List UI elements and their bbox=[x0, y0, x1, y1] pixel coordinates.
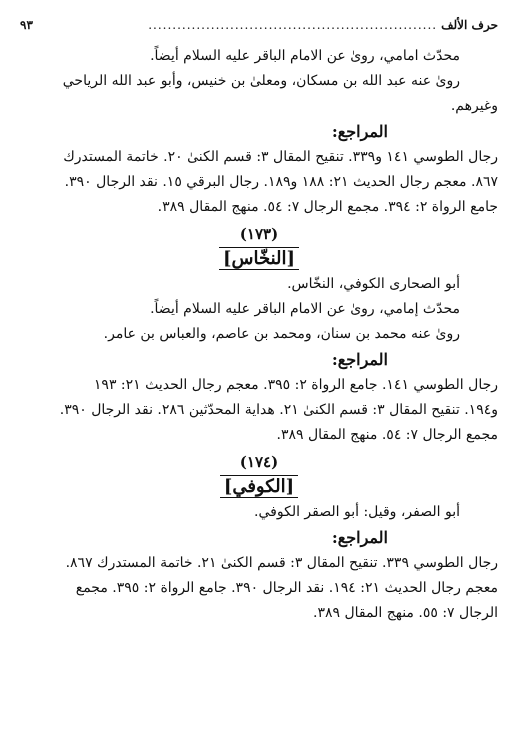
text-line: معجم رجال الحديث ٢١: ١٩٤. نقد الرجال ٣٩٠. جامع الرواة ٢: ٣٩٥. مجمع bbox=[75, 580, 498, 596]
text-line: الرجال ٧: ٥٥. منهج المقال ٣٨٩. bbox=[313, 605, 498, 621]
references-heading: المراجع: bbox=[331, 528, 388, 547]
text-line: رجال الطوسي ٣٣٩. تنقيح المقال ٣: قسم الكنىٰ ٢١. خاتمة المستدرك ٨٦٧. bbox=[65, 555, 498, 571]
chapter-title: حرف الألف bbox=[441, 18, 498, 32]
text-line: جامع الرواة ٢: ٣٩٤. مجمع الرجال ٧: ٥٤. منهج المقال ٣٨٩. bbox=[157, 199, 498, 215]
text-line: رجال الطوسي ١٤١ و٣٣٩. تنقيح المقال ٣: قسم الكنىٰ ٢٠. خاتمة المستدرك bbox=[63, 149, 498, 165]
text-line: رویٰ عنه عبد الله بن مسكان، ومعلىٰ بن خنيس، وأبو عبد الله الرياحي bbox=[62, 73, 460, 89]
running-header bbox=[20, 18, 498, 38]
text-line: أبو الصفر، وقيل: أبو الصقر الكوفي. bbox=[254, 504, 460, 520]
entry-title bbox=[20, 246, 498, 272]
text-line: محدّث امامي، رویٰ عن الامام الباقر عليه السلام أيضاً. bbox=[150, 48, 460, 64]
text-line: ٨٦٧. معجم رجال الحديث ٢١: ١٨٨ و١٨٩. رجال البرقي ١٥. نقد الرجال ٣٩٠. bbox=[64, 174, 498, 190]
text-line: رجال الطوسي ١٤١. جامع الرواة ٢: ٣٩٥. معجم رجال الحديث ٢١: ١٩٣ bbox=[93, 377, 498, 393]
entry-title bbox=[20, 474, 498, 500]
entry-title-text: [النخّاس] bbox=[219, 247, 299, 270]
text-line: محدّث إمامي، رویٰ عن الامام الباقر عليه السلام أيضاً. bbox=[150, 301, 460, 317]
references-heading: المراجع: bbox=[331, 122, 388, 141]
entry-number: (١٧٣) bbox=[239, 225, 279, 243]
references-heading: المراجع: bbox=[331, 350, 388, 369]
text-line: و١٩٤. تنقيح المقال ٣: قسم الكنىٰ ٢١. هداية المحدّثين ٢٨٦. نقد الرجال ٣٩٠. bbox=[59, 402, 498, 418]
page-body bbox=[20, 44, 498, 626]
page-number: ٩٣ bbox=[20, 18, 33, 32]
text-line: رویٰ عنه محمد بن سنان، ومحمد بن عاصم، والعباس بن عامر. bbox=[103, 326, 460, 342]
header-leader-dots: ............................................................ bbox=[148, 18, 438, 32]
text-line: أبو الصحاری الكوفي، النخّاس. bbox=[287, 276, 460, 292]
text-line: وغيرهم. bbox=[450, 98, 498, 114]
text-line: مجمع الرجال ٧: ٥٤. منهج المقال ٣٨٩. bbox=[276, 427, 498, 443]
entry-title-text: [الكوفي] bbox=[220, 475, 298, 498]
entry-number: (١٧٤) bbox=[239, 453, 279, 471]
